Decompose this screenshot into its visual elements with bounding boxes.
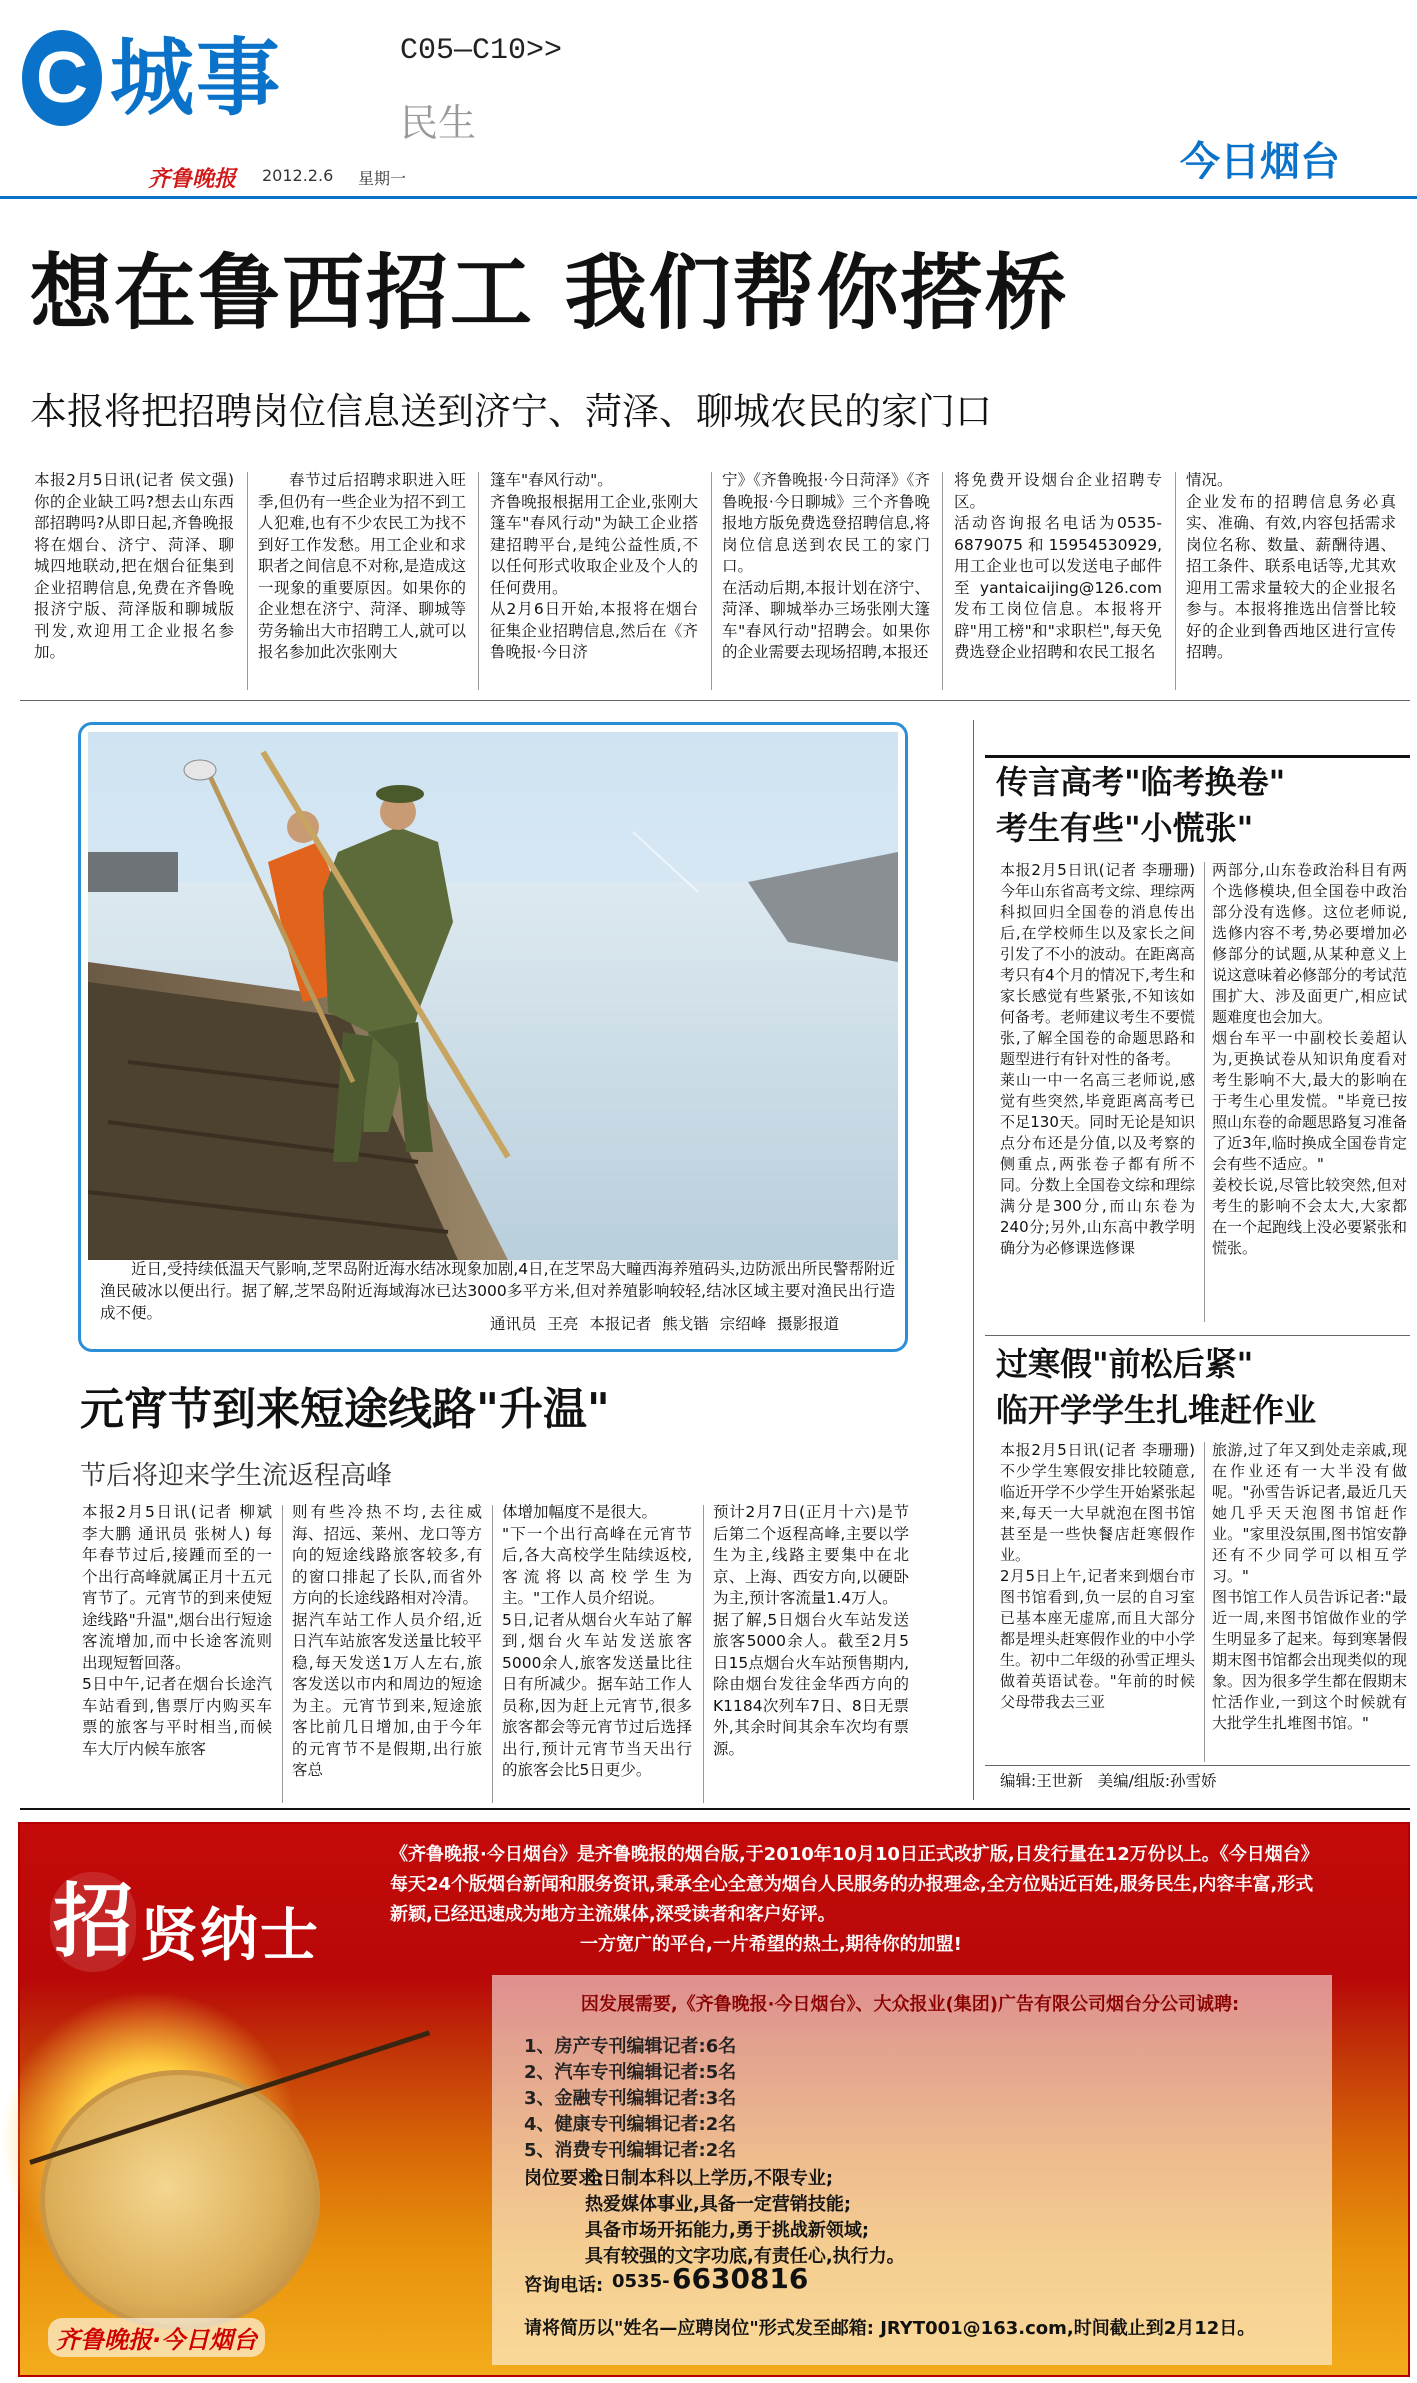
editor-credit: 编辑:王世新 美编/组版:孙雪娇 <box>1000 1772 1217 1790</box>
ad-job-item: 2、汽车专刊编辑记者:5名 <box>524 2062 737 2083</box>
newspaper-brand: 齐鲁晚报 <box>148 166 237 192</box>
ad-job-item: 3、金融专刊编辑记者:3名 <box>524 2088 737 2109</box>
story2-column-2: 则有些冷热不均,去往威海、招远、莱州、龙口等方向的短途线路旅客较多,有的窗口排起了长队,而省外方向的长途线路相对冷清。 据汽车站工作人员介绍,近日汽车站旅客发送量比较平稳,每天发送1万人左右,旅客发送以市内和周边的短途为主。元宵节到来,短途旅客比前几日增加,由于今年的元宵节不是假期,出行旅客总 <box>292 1503 482 1779</box>
ad-requirement: 全日制本科以上学历,不限专业; <box>585 2168 834 2189</box>
ad-requirement: 具有较强的文字功底,有责任心,执行力。 <box>585 2246 905 2267</box>
side2-headline-line1: 过寒假"前松后紧" <box>996 1345 1254 1383</box>
ad-panel-heading: 因发展需要,《齐鲁晚报·今日烟台》、大众报业(集团)广告有限公司烟台分公司诚聘: <box>580 1994 1240 2015</box>
ad-slogan: 一方宽广的平台,一片希望的热土,期待你的加盟! <box>580 1934 962 1955</box>
ad-requirement: 热爱媒体事业,具备一定营销技能; <box>585 2194 852 2215</box>
ad-job-item: 5、消费专刊编辑记者:2名 <box>524 2140 737 2161</box>
story2-column-1: 本报2月5日讯(记者 柳斌 李大鹏 通讯员 张树人) 每年春节过后,接踵而至的一个出行高峰就属正月十五元宵节了。元宵节的到来使短途线路"升温",烟台出行短途客流增加,而中长途客流则出现短暂回落。 5日中午,记者在烟台长途汽车站看到,售票厅内购买车票的旅客与平时相当,而候车大厅内候车旅客 <box>82 1503 272 1758</box>
photo-caption: 近日,受持续低温天气影响,芝罘岛附近海水结冰现象加剧,4日,在芝罘岛大疃西海养殖码头,边防派出所民警帮附近渔民破冰以便出行。据了解,芝罘岛附近海域海冰已达3000多平方米,但对养殖影响较轻,结冰区域主要对渔民出行造成不便。 <box>100 1260 895 1322</box>
lead-column-1: 本报2月5日讯(记者 侯文强) 你的企业缺工吗?想去山东西部招聘吗?从即日起,齐鲁晚报将在烟台、济宁、菏泽、聊城四地联动,把在烟台征集到企业招聘信息,免费在齐鲁晚报济宁版、菏泽版和聊城版刊发,欢迎用工企业报名参加。 <box>34 471 234 661</box>
ad-job-item: 4、健康专刊编辑记者:2名 <box>524 2114 737 2135</box>
ad-requirement: 具备市场开拓能力,勇于挑战新领域; <box>585 2220 870 2241</box>
story2-column-4: 预计2月7日(正月十六)是节后第二个返程高峰,主要以学生为主,线路主要集中在北京、上海、西安方向,以硬卧为主,预计客流量1.4万人。 据了解,5日烟台火车站发送旅客5000余人。截至2月5日15点烟台火车站预售期内,除由烟台发往金华西方向的K1184次列车7日、8日无票外,其余时间其余车次均有票源。 <box>713 1503 909 1758</box>
ad-brand-logo: 齐鲁晚报·今日烟台 <box>48 2318 265 2357</box>
lead-column-2: 春节过后招聘求职进入旺季,但仍有一些企业为招不到工人犯难,也有不少农民工为找不到好工作发愁。用工企业和求职者之间信息不对称,是造成这一现象的重要原因。如果你的企业想在济宁、菏泽、聊城等劳务输出大市招聘工人,就可以报名参加此次张刚大 <box>258 471 466 661</box>
story2-column-3: 体增加幅度不是很大。 "下一个出行高峰在元宵节后,各大高校学生陆续返校,客流将以高校学生为主。"工作人员介绍说。 5日,记者从烟台火车站了解到,烟台火车站发送旅客5000余人,旅客发送量比往日有所减少。据车站工作人员称,因为赶上元宵节,很多旅客都会等元宵节过后选择出行,预计元宵节当天出行的旅客会比5日更少。 <box>502 1503 692 1779</box>
side2-column-2: 旅游,过了年又到处走亲戚,现在作业还有一大半没有做呢。"孙雪告诉记者,最近几天她几乎天天泡图书馆赶作业。"家里没氛围,图书馆安静还有不少同学可以相互学习。" 图书馆工作人员告诉记者:"最近一周,来图书馆做作业的学生明显多了起来。每到寒暑假期末图书馆都会出现类似的现象。因为很多学生都在假期末忙活作业,一到这个时候就有大批学生扎堆图书馆。" <box>1212 1441 1407 1732</box>
section-pages: C05—C10>> <box>400 34 563 68</box>
issue-weekday: 星期一 <box>358 169 407 188</box>
ad-sundial <box>40 2070 320 2330</box>
lead-headline: 想在鲁西招工 我们帮你搭桥 <box>30 246 1069 341</box>
masthead-rule <box>0 196 1417 199</box>
side1-column-1: 本报2月5日讯(记者 李珊珊) 今年山东省高考文综、理综两科拟回归全国卷的消息传出后,在学校师生以及家长之间引发了不小的波动。在距离高考只有4个月的情况下,考生和家长感觉有些紧张,不知该如何备考。老师建议考生不要慌张,了解全国卷的命题思路和题型进行有针对性的备考。 莱山一中一名高三老师说,感觉有些突然,毕竟距离高考已不足130天。同时无论是知识点分布还是分值,以及考察的侧重点,两张卷子都有所不同。分数上全国卷文综和理综满分是300分,而山东卷为240分;另外,山东高中教学明确分为必修课选修课 <box>1000 861 1195 1257</box>
story2-headline: 元宵节到来短途线路"升温" <box>80 1384 610 1435</box>
ad-job-item: 1、房产专刊编辑记者:6名 <box>524 2036 737 2057</box>
section-subtitle: 民生 <box>400 101 477 145</box>
lead-column-4: 宁》《齐鲁晚报·今日菏泽》《齐鲁晚报·今日聊城》三个齐鲁晚报地方版免费选登招聘信息,将岗位信息送到农民工的家门口。 在活动后期,本报计划在济宁、菏泽、聊城举办三场张刚大篷车"春风行动"招聘会。如果你的企业需要去现场招聘,本报还 <box>722 471 930 661</box>
side1-headline-line1: 传言高考"临考换卷" <box>996 763 1286 801</box>
lead-column-3: 篷车"春风行动"。 齐鲁晚报根据用工企业,张刚大篷车"春风行动"为缺工企业搭建招聘平台,是纯公益性质,不以任何形式收取企业及个人的任何费用。 从2月6日开始,本报将在烟台征集企业招聘信息,然后在《齐鲁晚报·今日济 <box>490 471 698 661</box>
ad-phone-prefix: 0535- <box>612 2271 670 2292</box>
ad-phone-number: 6630816 <box>672 2262 809 2295</box>
ad-intro: 《齐鲁晚报·今日烟台》是齐鲁晚报的烟台版,于2010年10月10日正式改扩版,日发行量在12万份以上。《今日烟台》每天24个版烟台新闻和服务资讯,秉承全心全意为烟台人民服务的办报理念,全方位贴近百姓,服务民生,内容丰富,形式新颖,已经迅速成为地方主流媒体,深受读者和客户好评。 <box>390 1844 1314 1925</box>
ad-title-zhao: 招 <box>50 1872 136 1972</box>
story2-subhead: 节后将迎来学生流返程高峰 <box>80 1461 393 1491</box>
side1-headline-line2: 考生有些"小慌张" <box>996 809 1254 847</box>
news-photo <box>88 732 898 1260</box>
photo-credit: 通讯员 王亮 本报记者 熊戈锴 宗绍峰 摄影报道 <box>490 1315 840 1333</box>
issue-date: 2012.2.6 <box>262 166 334 185</box>
lead-column-6: 情况。 企业发布的招聘信息务必真实、准确、有效,内容包括需求岗位名称、数量、薪酬待遇、招工条件、联系电话等,尤其欢迎用工需求量较大的企业报名参与。本报将推选出信誉比较好的企业到鲁西地区进行宣传招聘。 <box>1186 471 1396 661</box>
lead-subhead: 本报将把招聘岗位信息送到济宁、菏泽、聊城农民的家门口 <box>30 390 992 433</box>
side1-column-2: 两部分,山东卷政治科目有两个选修模块,但全国卷中政治部分没有选修。这位老师说,选修内容不考,势必要增加必修部分的试题,从某种意义上说这意味着必修部分的考试范围扩大、涉及面更广,相应试题难度也会加大。 烟台车平一中副校长姜超认为,更换试卷从知识角度看对考生影响不大,最大的影响在于考生心里发慌。"毕竟已按照山东卷的命题思路复习准备了近3年,临时换成全国卷肯定会有些不适应。" 姜校长说,尽管比较突然,但对考生的影响不会太大,大家都在一个起跑线上没必要紧张和慌张。 <box>1212 861 1407 1257</box>
section-title: 城事 <box>110 29 283 127</box>
lead-column-5: 将免费开设烟台企业招聘专区。 活动咨询报名电话为0535-6879075和15954530929,用工企业也可以发送电子邮件至yantaicaijing@126.com发布工岗位信息。本报将开辟"用工榜"和"求职栏",每天免费选登企业招聘和农民工报名 <box>954 471 1162 661</box>
section-logo-letter: C <box>36 38 88 118</box>
ad-phone-label: 咨询电话: <box>524 2275 604 2296</box>
side2-column-1: 本报2月5日讯(记者 李珊珊) 不少学生寒假安排比较随意,临近开学不少学生开始紧张起来,每天一大早就泡在图书馆甚至是一些快餐店赶寒假作业。 2月5日上午,记者来到烟台市图书馆看到,负一层的自习室已基本座无虚席,而且大部分都是埋头赶寒假作业的中小学生。初中二年级的孙雪正埋头做着英语试卷。"年前的时候父母带我去三亚 <box>1000 1441 1195 1711</box>
ad-requirements-label: 岗位要求: <box>524 2168 604 2189</box>
edition-name: 今日烟台 <box>1180 139 1340 185</box>
side2-headline-line2: 临开学学生扎堆赶作业 <box>996 1391 1317 1429</box>
ad-email-line: 请将简历以"姓名—应聘岗位"形式发至邮箱: JRYT001@163.com,时间截止到2月12日。 <box>524 2318 1256 2339</box>
side-top-rule <box>985 755 1410 758</box>
ad-title: 贤纳士 <box>140 1901 321 1969</box>
